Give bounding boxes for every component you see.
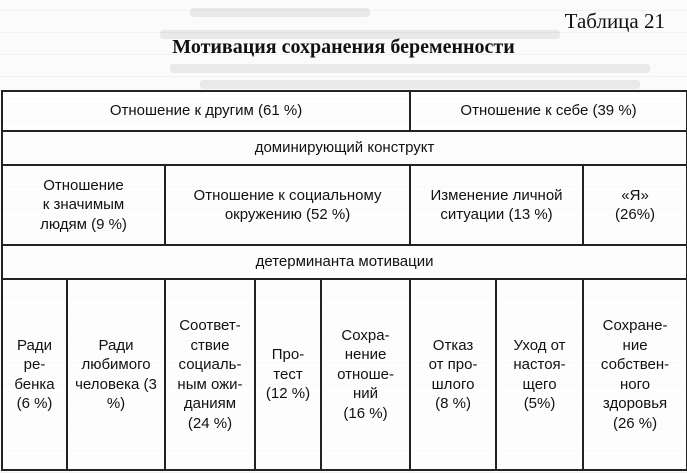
table-row <box>2 91 687 131</box>
cell-relation-self: Отношение к себе (39 %) <box>410 91 687 131</box>
cell-for-child: Ради ре- бенка (6 %) <box>2 279 67 470</box>
cell-dominant-construct: доминирующий конструкт <box>2 131 687 165</box>
cell-keeping-relations: Сохра- нение отноше- ний (16 %) <box>321 279 410 470</box>
cell-rejecting-past: Отказ от про- шлого (8 %) <box>410 279 496 470</box>
table-row <box>2 245 687 279</box>
table-caption: Таблица 21 <box>564 9 665 33</box>
table-row <box>2 131 687 165</box>
cell-protest: Про- тест (12 %) <box>255 279 321 470</box>
cell-relation-others: Отношение к другим (61 %) <box>2 91 410 131</box>
cell-own-health: Сохране- ние собствен- ного здоровья (26 %) <box>583 279 687 470</box>
page-title: Мотивация сохранения беременности <box>172 36 515 58</box>
cell-leaving-present: Уход от настоя- щего (5%) <box>496 279 583 470</box>
table-row <box>2 165 687 245</box>
table-row <box>2 279 687 470</box>
cell-social-expectations: Соответ- ствие социаль- ным ожи- даниям (24 %) <box>165 279 255 470</box>
motivation-table <box>1 90 687 471</box>
cell-motivation-determinant: детерминанта мотивации <box>2 245 687 279</box>
cell-significant-people: Отношение к значимым людям (9 %) <box>2 165 165 245</box>
cell-for-beloved: Ради любимого человека (3 %) <box>67 279 165 470</box>
cell-self-ya: «Я» (26%) <box>583 165 687 245</box>
cell-personal-situation-change: Изменение личной ситуации (13 %) <box>410 165 583 245</box>
cell-social-environment: Отношение к социальному окружению (52 %) <box>165 165 410 245</box>
